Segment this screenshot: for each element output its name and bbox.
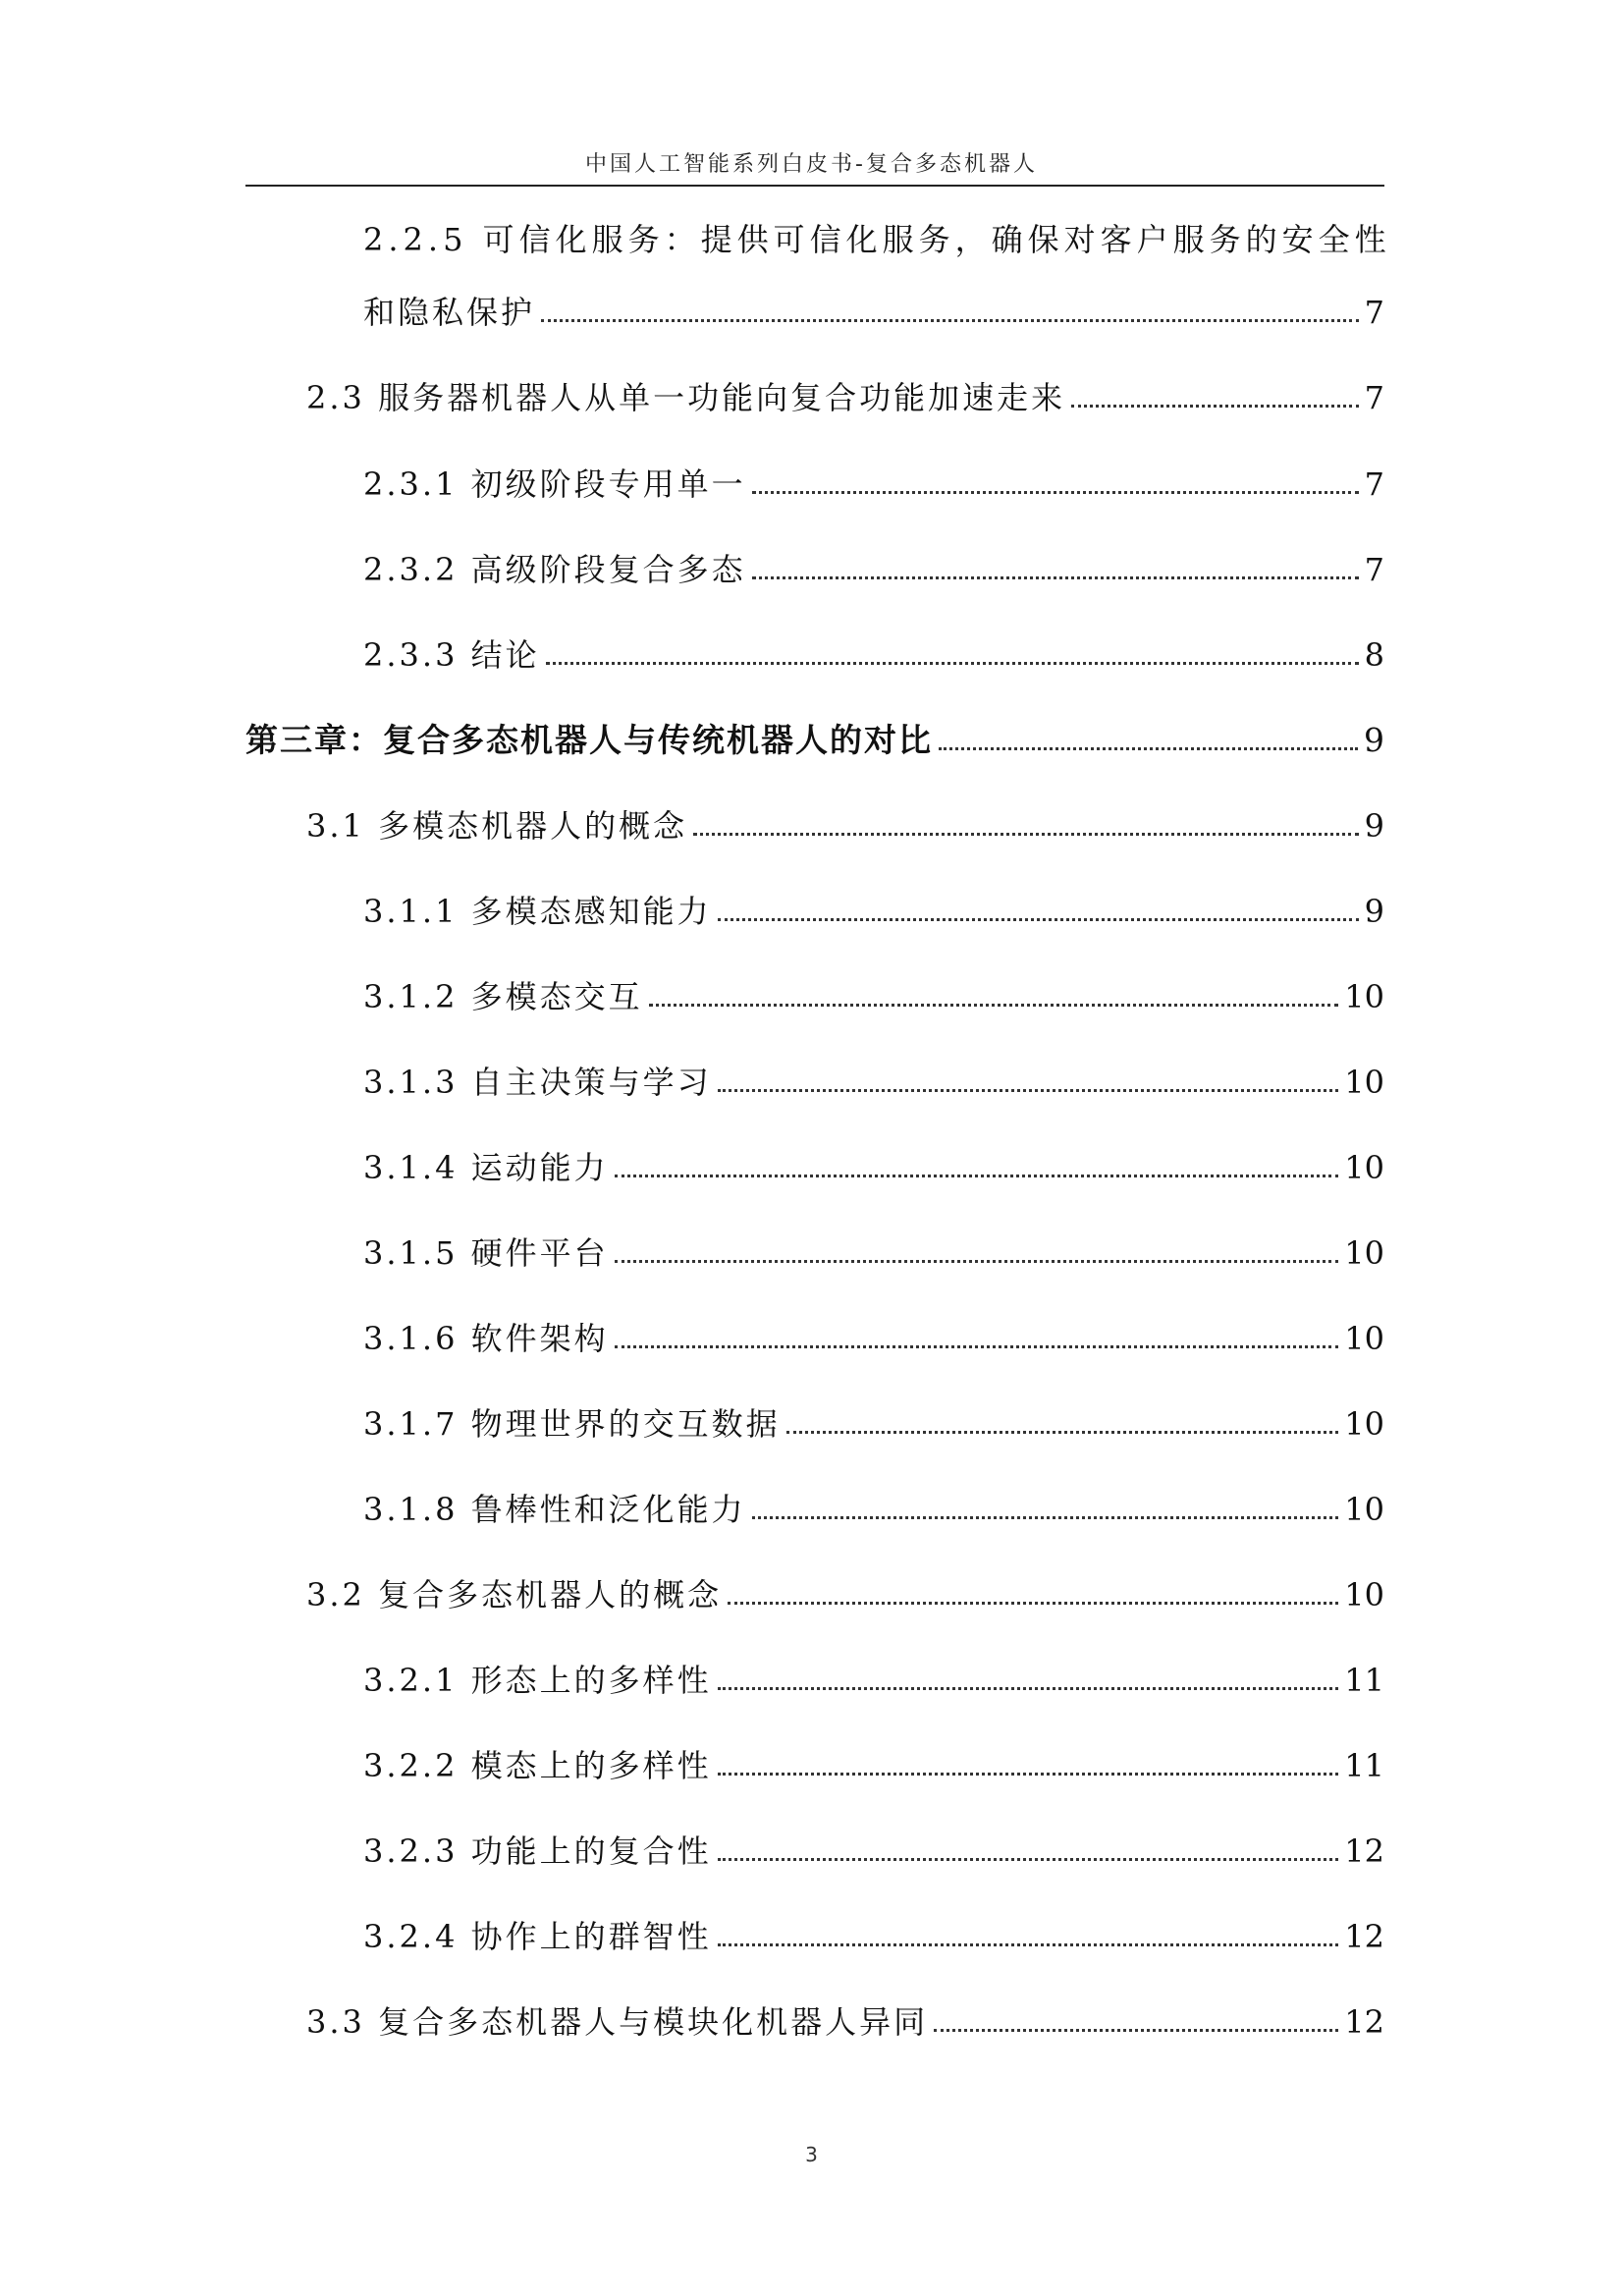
page-number: 3 xyxy=(805,2143,818,2166)
header-divider xyxy=(245,185,1384,187)
dot-leader xyxy=(546,662,1359,665)
toc-page-number: 10 xyxy=(1344,1405,1384,1443)
toc-entry-label: 第三章：复合多态机器人与传统机器人的对比 xyxy=(245,721,933,759)
dot-leader xyxy=(718,1858,1339,1861)
dot-leader xyxy=(752,491,1359,494)
toc-entry-label: 3.1.4 运动能力 xyxy=(363,1149,609,1186)
dot-leader xyxy=(693,833,1359,836)
toc-entry-3-1-6[interactable] xyxy=(363,1301,1384,1360)
toc-page-number: 12 xyxy=(1344,2003,1384,2041)
toc-entry-label: 3.2 复合多态机器人的概念 xyxy=(306,1576,723,1613)
toc-entry-label: 3.2.2 模态上的多样性 xyxy=(363,1747,712,1784)
toc-entry-3-1-3[interactable] xyxy=(363,1045,1384,1104)
toc-entry-3-1-1[interactable] xyxy=(363,874,1384,933)
toc-page-number: 12 xyxy=(1344,1832,1384,1870)
toc-entry-3-2-3[interactable] xyxy=(363,1814,1384,1873)
dot-leader xyxy=(718,1943,1339,1946)
toc-entry-label: 3.1 多模态机器人的概念 xyxy=(306,807,688,845)
toc-entry-2-3[interactable] xyxy=(306,360,1384,419)
dot-leader xyxy=(718,1687,1339,1690)
toc-entry-3-2[interactable] xyxy=(306,1558,1384,1616)
toc-entry-3-2-1[interactable] xyxy=(363,1643,1384,1702)
dot-leader xyxy=(615,1260,1339,1263)
toc-entry-2-3-3[interactable] xyxy=(363,618,1384,677)
toc-entry-2-3-2[interactable] xyxy=(363,532,1384,591)
toc-entry-3-2-4[interactable] xyxy=(363,1899,1384,1958)
toc-entry-label: 3.2.1 形态上的多样性 xyxy=(363,1662,712,1699)
dot-leader xyxy=(649,1004,1339,1007)
toc-entry-label: 3.1.5 硬件平台 xyxy=(363,1234,609,1272)
toc-page-number: 11 xyxy=(1344,1747,1384,1784)
toc-entry-label: 3.3 复合多态机器人与模块化机器人异同 xyxy=(306,2003,929,2041)
dot-leader xyxy=(718,1773,1339,1776)
toc-page-number: 7 xyxy=(1364,294,1384,331)
toc-entry-label: 2.3 服务器机器人从单一功能向复合功能加速走来 xyxy=(306,379,1066,416)
toc-page-number: 10 xyxy=(1344,1320,1384,1357)
toc-entry-label: 3.1.1 多模态感知能力 xyxy=(363,893,712,930)
toc-entry-label: 和隐私保护 xyxy=(363,294,536,331)
toc-page-number: 9 xyxy=(1364,893,1384,930)
toc-page-number: 7 xyxy=(1364,379,1384,416)
dot-leader xyxy=(752,1516,1339,1519)
dot-leader xyxy=(752,576,1359,579)
toc-entry-2-2-5-line-2[interactable] xyxy=(363,275,1384,334)
dot-leader xyxy=(939,747,1358,750)
dot-leader xyxy=(786,1431,1339,1434)
toc-entry-3-3[interactable] xyxy=(306,1985,1384,2044)
toc-page-number: 9 xyxy=(1364,807,1384,845)
running-header: 中国人工智能系列白皮书-复合多态机器人 xyxy=(585,152,1038,177)
dot-leader xyxy=(718,918,1359,921)
dot-leader xyxy=(718,1089,1339,1092)
toc-entry-label: 3.1.8 鲁棒性和泛化能力 xyxy=(363,1491,746,1528)
toc-entry-3-1-7[interactable] xyxy=(363,1387,1384,1446)
toc-entry-label: 2.3.2 高级阶段复合多态 xyxy=(363,551,746,588)
toc-entry-3-2-2[interactable] xyxy=(363,1728,1384,1787)
toc-entry-chapter-3[interactable] xyxy=(245,703,1384,762)
toc-entry-label: 3.2.4 协作上的群智性 xyxy=(363,1918,712,1955)
toc-page-number: 10 xyxy=(1344,978,1384,1015)
dot-leader xyxy=(615,1175,1339,1177)
toc-entry-3-1-8[interactable] xyxy=(363,1472,1384,1531)
toc-entry-3-1[interactable] xyxy=(306,789,1384,847)
dot-leader xyxy=(1071,405,1359,408)
toc-entry-label: 2.3.1 初级阶段专用单一 xyxy=(363,465,746,503)
toc-entry-2-2-5-line-1[interactable]: 2.2.5 可信化服务：提供可信化服务，确保对客户服务的安全性 xyxy=(363,221,1391,258)
toc-entry-label: 3.1.2 多模态交互 xyxy=(363,978,643,1015)
toc-entry-3-1-2[interactable] xyxy=(363,959,1384,1018)
toc-page-number: 9 xyxy=(1364,721,1384,759)
toc-page-number: 7 xyxy=(1364,551,1384,588)
toc-page-number: 10 xyxy=(1344,1234,1384,1272)
toc-page-number: 10 xyxy=(1344,1149,1384,1186)
toc-entry-label: 3.1.3 自主决策与学习 xyxy=(363,1064,712,1101)
toc-entry-2-3-1[interactable] xyxy=(363,447,1384,506)
dot-leader xyxy=(615,1345,1339,1348)
toc-entry-label: 3.1.7 物理世界的交互数据 xyxy=(363,1405,781,1443)
toc-page-number: 7 xyxy=(1364,465,1384,503)
toc-entry-label: 2.3.3 结论 xyxy=(363,636,540,674)
toc-page-number: 11 xyxy=(1344,1662,1384,1699)
toc-entry-3-1-4[interactable] xyxy=(363,1130,1384,1189)
toc-entry-label: 3.2.3 功能上的复合性 xyxy=(363,1832,712,1870)
toc-page-number: 8 xyxy=(1364,636,1384,674)
toc-entry-label: 3.1.6 软件架构 xyxy=(363,1320,609,1357)
toc-page-number: 10 xyxy=(1344,1576,1384,1613)
dot-leader xyxy=(934,2029,1338,2032)
dot-leader xyxy=(541,319,1359,322)
dot-leader xyxy=(728,1602,1338,1605)
toc-page-number: 10 xyxy=(1344,1491,1384,1528)
toc-entry-3-1-5[interactable] xyxy=(363,1216,1384,1275)
toc-page-number: 12 xyxy=(1344,1918,1384,1955)
toc-page-number: 10 xyxy=(1344,1064,1384,1101)
